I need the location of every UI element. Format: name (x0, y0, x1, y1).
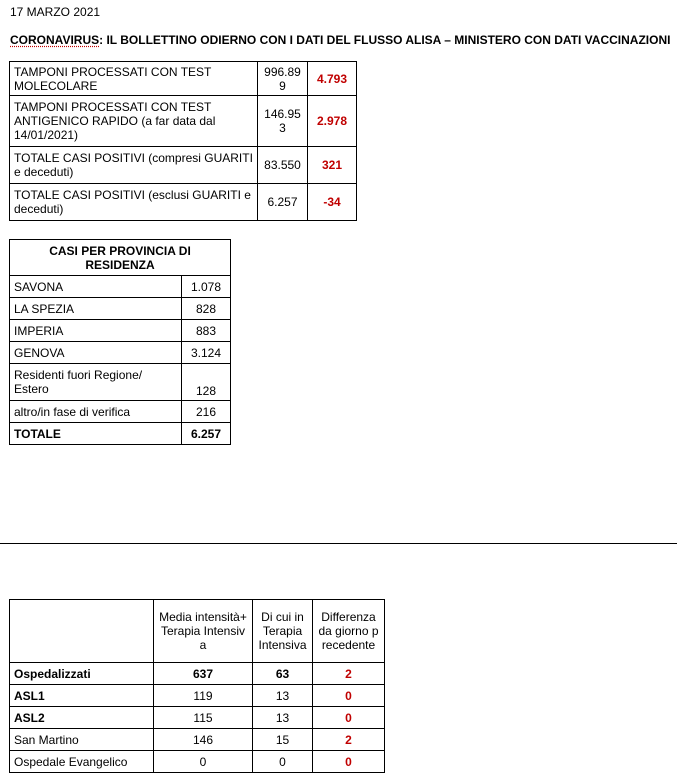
row-label: ASL2 (10, 707, 154, 729)
row-delta: 321 (308, 147, 357, 184)
ti-value: 13 (253, 685, 313, 707)
row-delta: 2.978 (308, 96, 357, 147)
ti-value: 15 (253, 729, 313, 751)
table-header-row (10, 600, 385, 663)
headline-keyword: CORONAVIRUS (10, 33, 100, 47)
section-divider (0, 543, 677, 544)
row-label: Ospedalizzati (10, 663, 154, 685)
table-row (10, 320, 231, 342)
ti-value: 0 (253, 751, 313, 773)
row-value: 83.550 (258, 147, 308, 184)
hospitalized-table (9, 599, 385, 773)
table-row (10, 184, 357, 221)
province-name: altro/in fase di verifica (10, 401, 182, 423)
ti-value: 13 (253, 707, 313, 729)
province-name: GENOVA (10, 342, 182, 364)
table-row (10, 685, 385, 707)
table-header: CASI PER PROVINCIA DI RESIDENZA (10, 240, 231, 276)
row-label: ASL1 (10, 685, 154, 707)
diff-value: 2 (313, 663, 385, 685)
diff-value: 0 (313, 751, 385, 773)
total-value: 6.257 (182, 423, 231, 445)
province-value: 216 (182, 401, 231, 423)
table-row (10, 401, 231, 423)
headline-text: : IL BOLLETTINO ODIERNO CON I DATI DEL FLUSSO ALISA – MINISTERO CON DATI VACCINAZIONI (99, 33, 671, 47)
diff-value: 2 (313, 729, 385, 751)
province-name: Residenti fuori Regione/ Estero (10, 364, 182, 401)
row-label: TAMPONI PROCESSATI CON TEST ANTIGENICO RAPIDO (a far data dal 14/01/2021) (10, 96, 258, 147)
province-value: 1.078 (182, 276, 231, 298)
media-value: 146 (154, 729, 253, 751)
table-row (10, 751, 385, 773)
table-row (10, 147, 357, 184)
diff-value: 0 (313, 685, 385, 707)
table-row (10, 663, 385, 685)
row-label: Ospedale Evangelico (10, 751, 154, 773)
province-cases-table (9, 239, 231, 445)
table-header-row (10, 240, 231, 276)
table-row (10, 364, 231, 401)
header-diff: Differenza da giorno precedente (313, 600, 385, 663)
row-value: 146.953 (258, 96, 308, 147)
table-row (10, 276, 231, 298)
diff-value: 0 (313, 707, 385, 729)
row-value: 996.899 (258, 62, 308, 96)
province-value: 128 (182, 364, 231, 401)
media-value: 637 (154, 663, 253, 685)
table-row (10, 96, 357, 147)
table-row (10, 298, 231, 320)
media-value: 0 (154, 751, 253, 773)
ti-value: 63 (253, 663, 313, 685)
province-value: 883 (182, 320, 231, 342)
province-value: 828 (182, 298, 231, 320)
table-row (10, 342, 231, 364)
row-delta: 4.793 (308, 62, 357, 96)
row-label: San Martino (10, 729, 154, 751)
table-row (10, 62, 357, 96)
row-value: 6.257 (258, 184, 308, 221)
row-label: TOTALE CASI POSITIVI (esclusi GUARITI e deceduti) (10, 184, 258, 221)
document-date: 17 MARZO 2021 (10, 5, 101, 19)
header-empty (10, 600, 154, 663)
header-ti: Di cui in Terapia Intensiva (253, 600, 313, 663)
media-value: 115 (154, 707, 253, 729)
row-delta: -34 (308, 184, 357, 221)
headline (10, 33, 670, 47)
swab-cases-table (9, 61, 357, 221)
province-name: IMPERIA (10, 320, 182, 342)
total-label: TOTALE (10, 423, 182, 445)
media-value: 119 (154, 685, 253, 707)
province-name: SAVONA (10, 276, 182, 298)
header-media: Media intensità+Terapia Intensiva (154, 600, 253, 663)
row-label: TOTALE CASI POSITIVI (compresi GUARITI e deceduti) (10, 147, 258, 184)
row-label: TAMPONI PROCESSATI CON TEST MOLECOLARE (10, 62, 258, 96)
province-name: LA SPEZIA (10, 298, 182, 320)
table-row (10, 729, 385, 751)
table-total-row (10, 423, 231, 445)
table-row (10, 707, 385, 729)
province-value: 3.124 (182, 342, 231, 364)
